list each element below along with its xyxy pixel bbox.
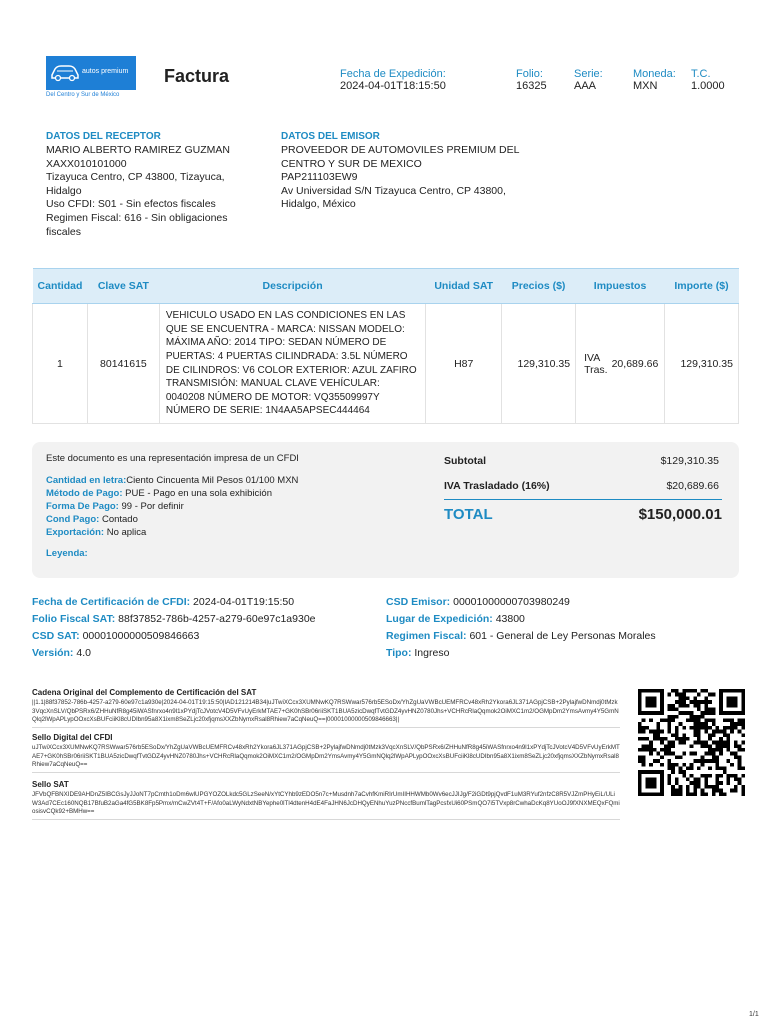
car-icon xyxy=(49,61,81,83)
fecha-expedicion-value: 2024-04-01T18:15:50 xyxy=(340,80,446,92)
cfdi-note: Este documento es una representación impresa de un CFDI xyxy=(46,453,299,464)
iva-value: $20,689.66 xyxy=(666,480,719,492)
tipo-comprobante xyxy=(386,647,449,659)
sello-cfdi-value: uJTwiXCcx3XUMNwKQ7RSWwar576rb5ESoDx/YhZgUaVWBcUEMFRCv48xRh2Ykora6JL371AGpjCSB+2PylajfwDNmdj0tMzk3VqcXnSLV/QbPSRx6/ZHHuNfR8g45iWASfnrxo4n9l1xPYdjTcJVotcV4D5VFvUyErkMTAE7+GK0hSBr06riiSKT1BUA5zicDwqfTvtGDZ4yvHNZ0780Jhs+VCHRcRlaQqmok2OiMXC1m2/OGMpDm2YmsAvmy4Y5GmNQlq2lWpAPLypOOxcXsBUFciiKl8cUDIbn95a8X1ixm8SeZLjc20xfjqmsXXZbNymxRsal8Rhiew7aCqNeuQ== xyxy=(32,744,620,773)
lugar-expedicion-label: Lugar de Expedición: xyxy=(386,613,493,625)
exportacion-label: Exportación: xyxy=(46,527,105,538)
cadena-original-title: Cadena Original del Complemento de Certificación del SAT xyxy=(32,688,257,697)
metodo-pago-value: PUE - Pago en una sola exhibición xyxy=(125,488,272,499)
table-header-row xyxy=(33,269,739,304)
emisor-address: Av Universidad S/N Tizayuca Centro, CP 43800, xyxy=(281,184,506,197)
lugar-expedicion xyxy=(386,613,525,625)
cell-impuestos xyxy=(576,304,665,424)
sello-sat-title: Sello SAT xyxy=(32,780,69,789)
tipo-label: Tipo: xyxy=(386,647,412,659)
sello-sat-value: JFVbQFBNXIDE9AHDnZ5IBCGsJyJJoNT7pCmth1oDm6wlUPGYOZOLkdc5GLzSeeN/xYtCYhb9zEDO5n7c+Musdnh7aCvhfKmiRIrUmIIHHWMb0Wv6ecJJIJg/F2iGDt9pjQvdF1uM3RYuf2nfzC8R5VJZmPHyEiL/ULiW3Ad7CEc160NQB17BfuB2aGa4fG5BK8Fp5Pmx/mCwZVt4T+F/Afo0aLWyNdxtNBYephe0lTl4dtenH4dE4FaJHN6JcDHQyENhuYuzPNccfBumlTagPcsfxUi60PSmQO7i5TVxp8rCwhaDcKq8YUoOJ9fXNXMEQxFQmiosisvCQk92+BMHw== xyxy=(32,791,620,820)
exportacion-value: No aplica xyxy=(106,527,147,538)
csd-emisor-value: 00001000000703980249 xyxy=(453,596,570,608)
emisor-section xyxy=(281,131,521,212)
qr-code xyxy=(638,689,745,796)
cantidad-letra xyxy=(46,475,298,486)
leyenda-label: Leyenda: xyxy=(46,548,88,559)
tipo-cambio-value: 1.0000 xyxy=(691,80,725,92)
table-row xyxy=(33,304,739,424)
subtotal-value: $129,310.35 xyxy=(660,455,719,467)
moneda-label: Moneda: xyxy=(633,68,676,80)
emisor-name: PROVEEDOR DE AUTOMOVILES PREMIUM DEL xyxy=(281,144,520,156)
receptor-rfc: XAXX010101000 xyxy=(46,157,127,170)
impuesto-traslado: Tras. xyxy=(584,363,608,376)
cond-pago-label: Cond Pago: xyxy=(46,514,100,525)
serie-label: Serie: xyxy=(574,68,603,80)
forma-pago-value: 99 - Por definir xyxy=(121,501,184,512)
emisor-title: DATOS DEL EMISOR xyxy=(281,131,380,142)
moneda-value: MXN xyxy=(633,80,658,92)
qr-modules xyxy=(638,689,745,796)
folio-fiscal xyxy=(32,613,316,625)
folio-fiscal-label: Folio Fiscal SAT: xyxy=(32,613,116,625)
header-unidad-sat: Unidad SAT xyxy=(426,269,502,304)
header-impuestos: Impuestos xyxy=(576,269,665,304)
tipo-value: Ingreso xyxy=(414,647,450,659)
receptor-title: DATOS DEL RECEPTOR xyxy=(46,131,161,142)
subtotal-label: Subtotal xyxy=(444,455,486,467)
csd-sat xyxy=(32,630,199,642)
forma-pago xyxy=(46,501,184,512)
impuesto-tipo: IVA xyxy=(584,351,601,364)
lugar-expedicion-value: 43800 xyxy=(495,613,525,625)
csd-emisor-label: CSD Emisor: xyxy=(386,596,451,608)
cantidad-letra-value: Ciento Cincuenta Mil Pesos 01/100 MXN xyxy=(126,475,299,486)
cell-clave-sat: 80141615 xyxy=(87,304,159,424)
header-descripcion: Descripción xyxy=(159,269,425,304)
cond-pago-value: Contado xyxy=(101,514,138,525)
cell-cantidad: 1 xyxy=(33,304,88,424)
logo-subtitle: Del Centro y Sur de México xyxy=(46,92,120,98)
version-label: Versión: xyxy=(32,647,74,659)
concepts-table xyxy=(32,268,739,424)
version-value: 4.0 xyxy=(76,647,91,659)
exportacion xyxy=(46,527,146,538)
receptor-address-state: Hidalgo xyxy=(46,184,82,197)
fecha-certificacion-label: Fecha de Certificación de CFDI: xyxy=(32,596,191,608)
cadena-original-value: ||1.1|88f37852-786b-4257-a279-60e97c1a930e|2024-04-01T19:15:50|IAD121214B34|uJTwiXCcx3XUMNwKQ7RSWwar576rb5ESoDx/YhZgUaVWBcUEMFRCv48xRh2Ykora6JL371AGpjCSB+2PylajfwDNmdj0tMzk3VqcXnSLV/QbPSRx6/ZHHuNfR8g45iWASfnrxo4n9l1xPYdjTcJVotcV4D5VFvUyErkMTAE7+GK0hSBr06riiSKT1BUA5zicDwqfTvtGDZ4yvHNZ0780Jhs+VCHRcRlaQqmok2OiMXC1m2/OGMpDm2YmsAvmy4Y5GmNQlq2lWpAPLypOOxcXsBUFciiKl8cUDIbn95a8X1ixm8SeZLjc20xfjqmsXXZbNymxRsal8Rhiew7aCqNeuQ==|00001000000509846663|| xyxy=(32,699,620,728)
total-divider xyxy=(444,499,722,500)
receptor-regimen: Regimen Fiscal: 616 - Sin obligaciones xyxy=(46,211,228,224)
metodo-pago xyxy=(46,488,272,499)
cantidad-letra-label: Cantidad en letra: xyxy=(46,475,127,486)
cell-unidad-sat: H87 xyxy=(426,304,502,424)
receptor-regimen-cont: fiscales xyxy=(46,225,82,238)
receptor-address: Tizayuca Centro, CP 43800, Tizayuca, xyxy=(46,171,225,184)
cell-precio: 129,310.35 xyxy=(502,304,576,424)
leyenda xyxy=(46,548,88,559)
company-logo xyxy=(46,56,136,90)
regimen-fiscal-label: Regimen Fiscal: xyxy=(386,630,467,642)
tipo-cambio-label: T.C. xyxy=(691,68,711,80)
iva-label: IVA Trasladado (16%) xyxy=(444,480,550,492)
csd-emisor xyxy=(386,596,570,608)
cell-descripcion: VEHICULO USADO EN LAS CONDICIONES EN LAS QUE SE ENCUENTRA - MARCA: NISSAN MODELO: MÁXIMA AÑO: 2014 TIPO: SEDAN NÚMERO DE PUERTAS: 4 PUERTAS CILINDRADA: 3.5L NÚMERO DE CILINDROS: V6 COLOR EXTERIOR: AZUL ZAFIRO TRANSMISIÓN: MANUAL CLAVE VEHÍCULAR: 0040208 NÚMERO DE MOTOR: VQ35509997Y NÚMERO DE SERIE: 1N4AA5APSEC444464 xyxy=(159,304,425,424)
folio-value: 16325 xyxy=(516,80,547,92)
emisor-rfc: PAP211103EW9 xyxy=(281,171,358,184)
page-title: Factura xyxy=(164,66,230,86)
folio-label: Folio: xyxy=(516,68,543,80)
header-importe: Importe ($) xyxy=(665,269,739,304)
regimen-fiscal-value: 601 - General de Ley Personas Morales xyxy=(469,630,656,642)
header-precios: Precios ($) xyxy=(502,269,576,304)
fecha-expedicion-label: Fecha de Expedición: xyxy=(340,68,446,80)
csd-sat-value: 00001000000509846663 xyxy=(82,630,200,642)
metodo-pago-label: Método de Pago: xyxy=(46,488,123,499)
logo-text: autos premium xyxy=(82,68,129,75)
receptor-section xyxy=(46,131,266,239)
sello-cfdi-title: Sello Digital del CFDI xyxy=(32,733,113,742)
fecha-certificacion xyxy=(32,596,294,608)
fecha-certificacion-value: 2024-04-01T19:15:50 xyxy=(193,596,295,608)
cond-pago xyxy=(46,514,138,525)
header-clave-sat: Clave SAT xyxy=(87,269,159,304)
forma-pago-label: Forma De Pago: xyxy=(46,501,119,512)
total-value: $150,000.01 xyxy=(638,506,722,523)
receptor-name: MARIO ALBERTO RAMIREZ GUZMAN xyxy=(46,144,230,156)
emisor-address-state: Hidalgo, México xyxy=(281,198,356,211)
serie-value: AAA xyxy=(574,80,597,92)
cell-importe: 129,310.35 xyxy=(665,304,739,424)
page-number: 1/1 xyxy=(749,1011,759,1018)
emisor-name-cont: CENTRO Y SUR DE MEXICO xyxy=(281,157,422,170)
total-label: TOTAL xyxy=(444,506,493,523)
regimen-fiscal xyxy=(386,630,656,642)
impuesto-valor: 20,689.66 xyxy=(611,357,659,370)
version xyxy=(32,647,91,659)
folio-fiscal-value: 88f37852-786b-4257-a279-60e97c1a930e xyxy=(118,613,316,625)
csd-sat-label: CSD SAT: xyxy=(32,630,80,642)
receptor-uso-cfdi: Uso CFDI: S01 - Sin efectos fiscales xyxy=(46,198,216,211)
header-cantidad: Cantidad xyxy=(33,269,88,304)
